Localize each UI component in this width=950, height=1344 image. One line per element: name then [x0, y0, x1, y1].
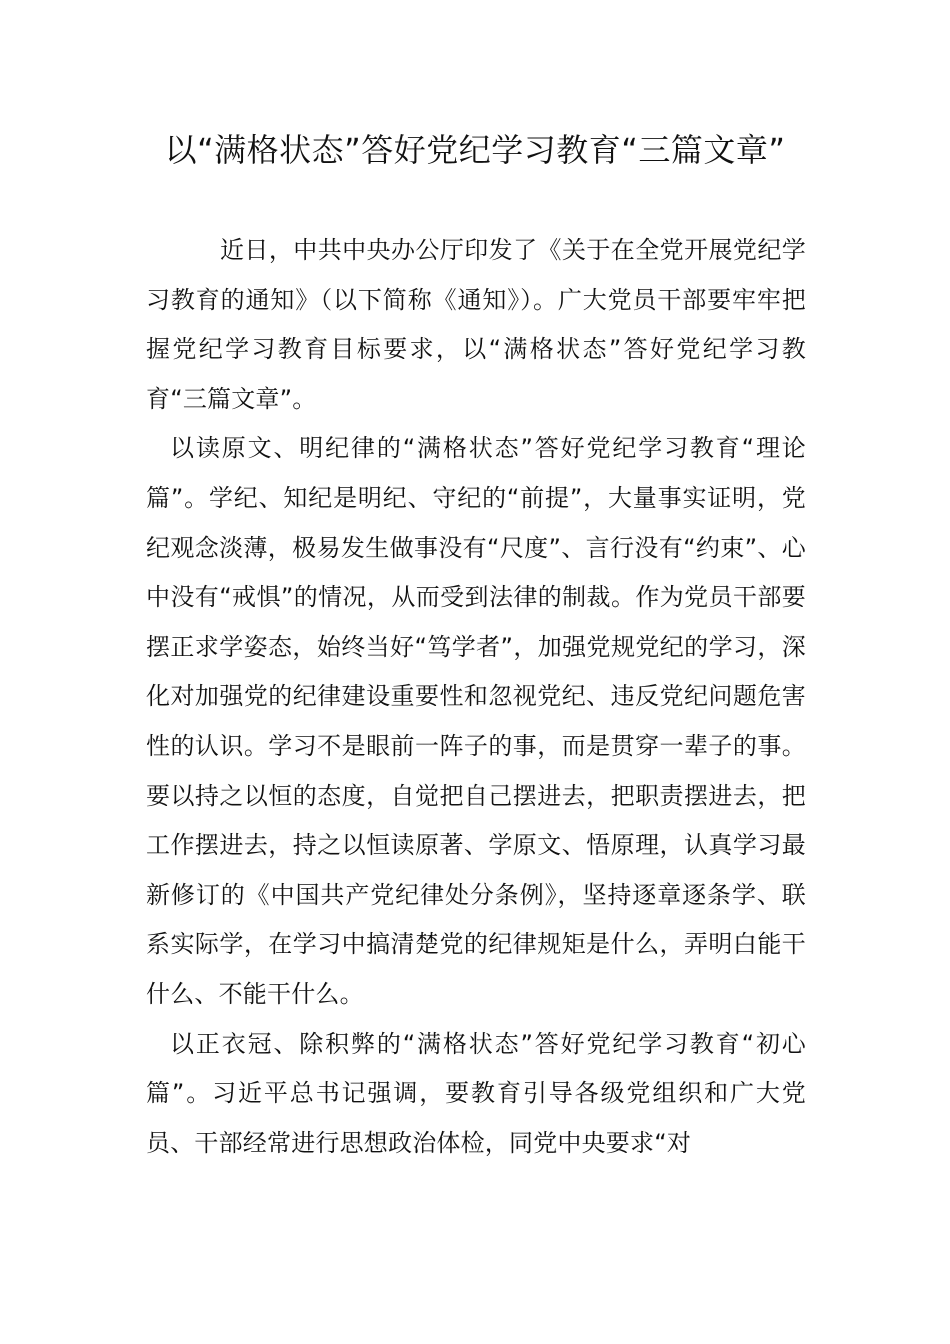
paragraph-intro: 近日，中共中央办公厅印发了《关于在全党开展党纪学习教育的通知》（以下简称《通知》）。广大党员干部要牢牢把握党纪学习教育目标要求，以“满格状态”答好党纪学习教育“三篇文章”。 — [146, 236, 806, 413]
paragraph-original-aspiration: 以正衣冠、除积弊的“满格状态”答好党纪学习教育“初心篇”。习近平总书记强调，要教育引导各级党组织和广大党员、干部经常进行思想政治体检，同党中央要求“对 — [146, 1029, 806, 1157]
paragraph-theory: 以读原文、明纪律的“满格状态”答好党纪学习教育“理论篇”。学纪、知纪是明纪、守纪的“前提”，大量事实证明，党纪观念淡薄，极易发生做事没有“尺度”、言行没有“约束”、心中没有“戒惧”的情况，从而受到法律的制裁。作为党员干部要摆正求学姿态，始终当好“笃学者”，加强党规党纪的学习，深化对加强党的纪律建设重要性和忽视党纪、违反党纪问题危害性的认识。学习不是眼前一阵子的事，而是贯穿一辈子的事。要以持之以恒的态度，自觉把自己摆进去，把职责摆进去，把工作摆进去，持之以恒读原著、学原文、悟原理，认真学习最新修订的《中国共产党纪律处分条例》，坚持逐章逐条学、联系实际学，在学习中搞清楚党的纪律规矩是什么，弄明白能干什么、不能干什么。 — [146, 434, 806, 1008]
document-title: 以“满格状态”答好党纪学习教育“三篇文章” — [164, 131, 786, 169]
document-body — [146, 226, 806, 1168]
